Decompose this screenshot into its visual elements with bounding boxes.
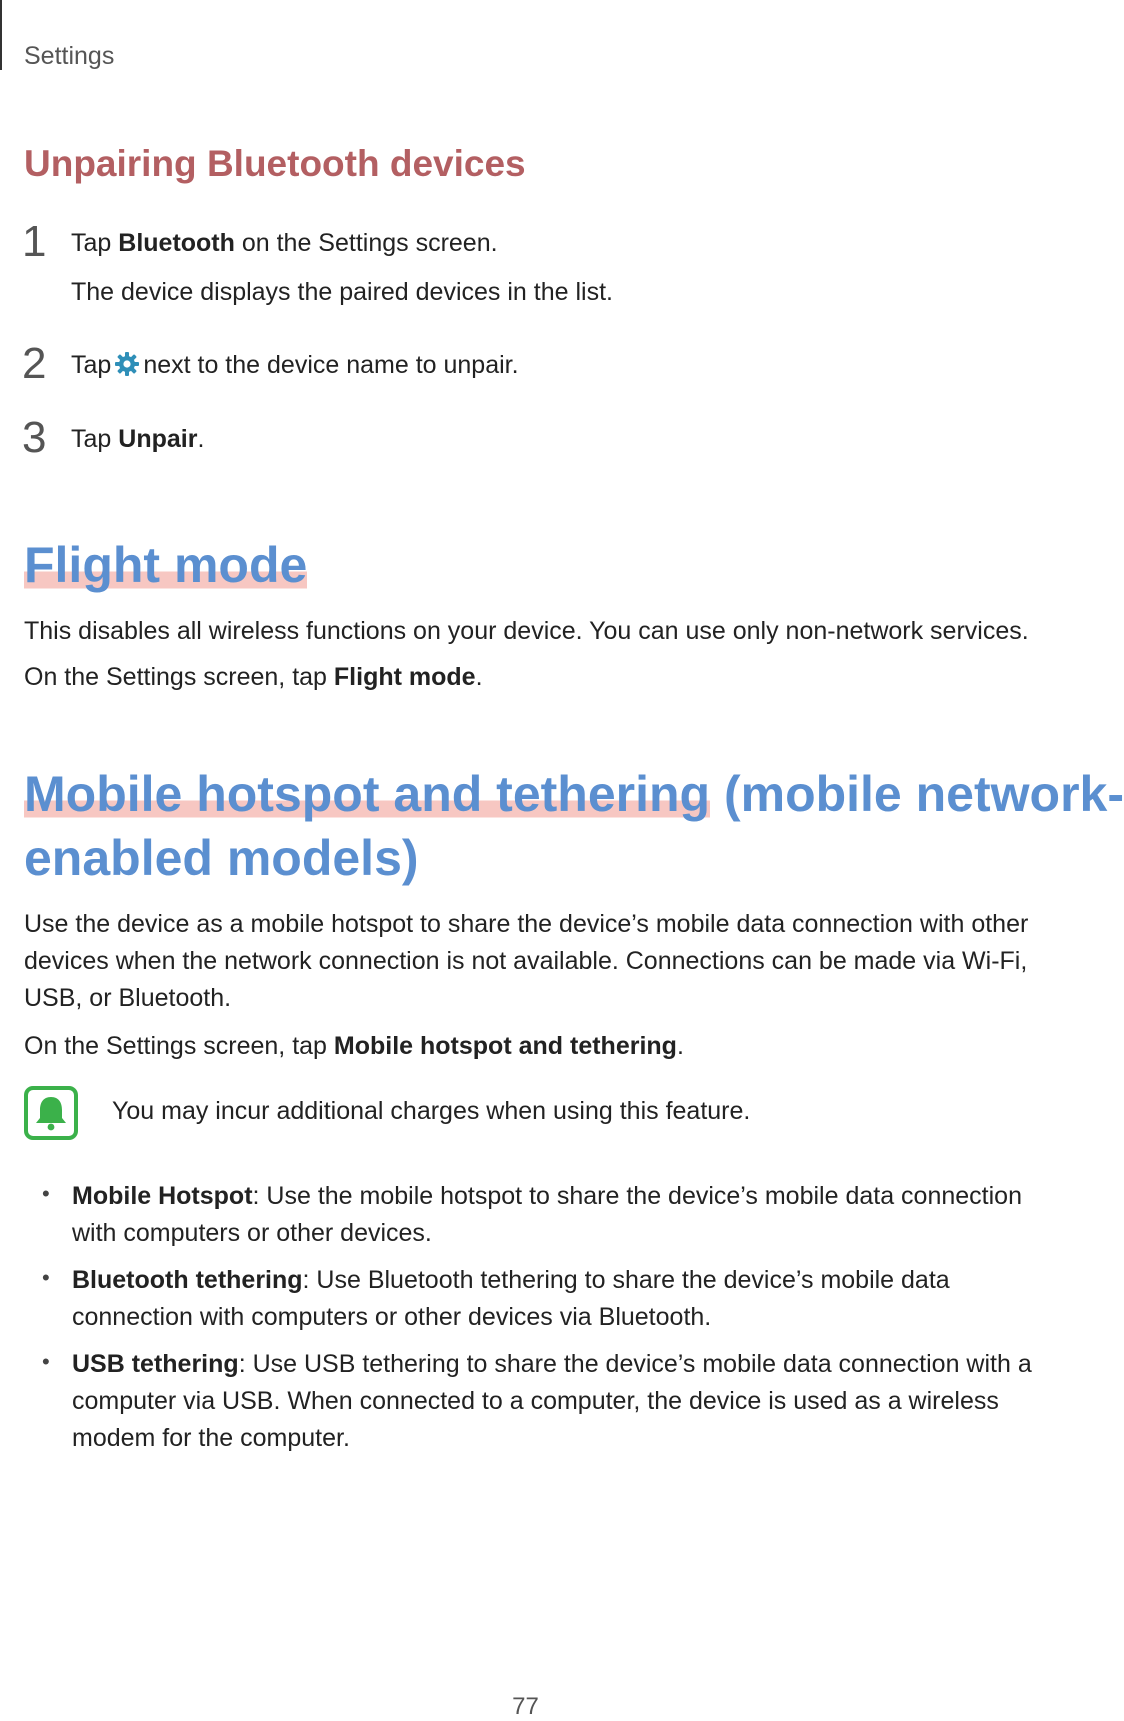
flight-mode-instruction: On the Settings screen, tap Flight mode. xyxy=(24,663,483,691)
notification-bell-icon xyxy=(24,1086,78,1140)
left-margin-rule xyxy=(0,0,2,70)
hotspot-description: Use the device as a mobile hotspot to share the device’s mobile data connection with other devices when the network connection is not available. Connections can be made via Wi-Fi, USB, or Bluetooth. xyxy=(24,910,1029,1012)
bullet-bluetooth-tethering: Bluetooth tethering: Use Bluetooth tethering to share the device’s mobile data connection with computers or other devices via Bluetooth. xyxy=(72,1266,950,1331)
hotspot-heading-line2: enabled models) xyxy=(24,830,419,886)
bullet-marker: • xyxy=(42,1181,50,1206)
page-number: 77 xyxy=(512,1693,539,1720)
note-text: You may incur additional charges when using this feature. xyxy=(112,1097,751,1125)
step-2-text: Tap next to the device name to unpair. xyxy=(71,351,519,384)
step-3-text: Tap Unpair. xyxy=(71,425,205,453)
hotspot-instruction: On the Settings screen, tap Mobile hotspot and tethering. xyxy=(24,1032,684,1060)
step-number: 2 xyxy=(22,339,47,388)
unpair-heading: Unpairing Bluetooth devices xyxy=(24,143,526,184)
flight-mode-description: This disables all wireless functions on your device. You can use only non-network services. xyxy=(24,617,1029,645)
step-1-sub-text: The device displays the paired devices in the list. xyxy=(71,278,613,306)
running-header: Settings xyxy=(24,42,115,70)
bullet-marker: • xyxy=(42,1349,50,1374)
hotspot-heading: Mobile hotspot and tethering (mobile network- xyxy=(24,766,1124,822)
bullet-mobile-hotspot: Mobile Hotspot: Use the mobile hotspot to share the device’s mobile data connection with computers or other devices. xyxy=(72,1182,1022,1247)
bullet-marker: • xyxy=(42,1265,50,1290)
step-number: 3 xyxy=(22,413,47,462)
gear-icon xyxy=(114,351,140,384)
flight-mode-heading: Flight mode xyxy=(24,537,308,593)
bullet-usb-tethering: USB tethering: Use USB tethering to share the device’s mobile data connection with a computer via USB. When connected to a computer, the device is used as a wireless modem for the computer. xyxy=(72,1350,1032,1452)
step-1-text: Tap Bluetooth on the Settings screen. xyxy=(71,229,498,257)
step-number: 1 xyxy=(22,217,47,266)
